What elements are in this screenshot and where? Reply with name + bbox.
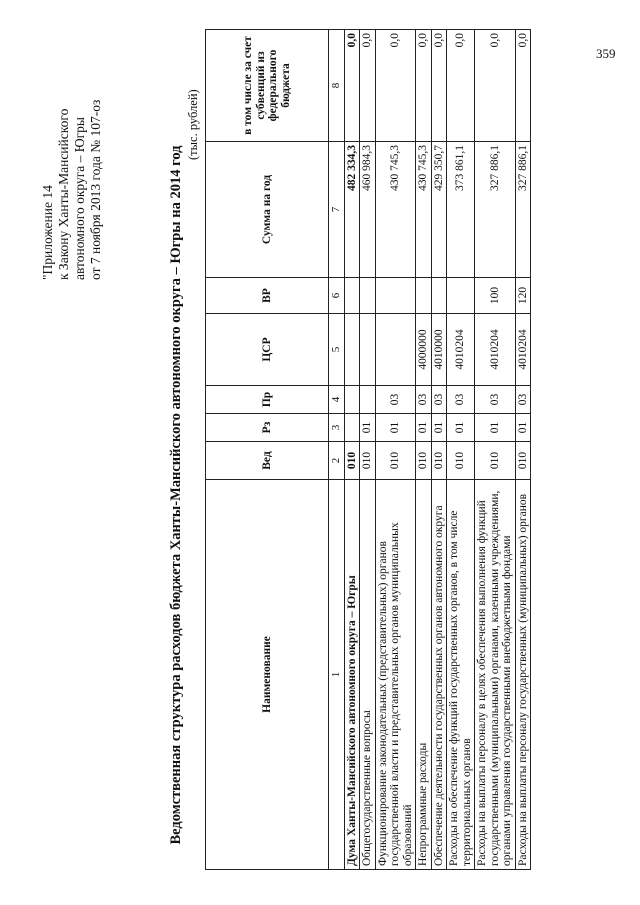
table-row	[375, 30, 416, 870]
row-vr	[360, 278, 376, 314]
units-label: (тыс. рублей)	[186, 89, 200, 160]
row-federal: 0,0	[360, 30, 376, 142]
row-pr: 03	[375, 386, 416, 414]
col-header-name: Наименование	[206, 480, 329, 870]
row-ved: 010	[447, 442, 475, 480]
row-vr	[375, 278, 416, 314]
header-row	[206, 30, 329, 870]
col-header-pr: Пр	[206, 386, 329, 414]
column-number: 5	[329, 314, 345, 386]
column-number: 6	[329, 278, 345, 314]
row-ved: 010	[431, 442, 447, 480]
row-pr	[360, 386, 376, 414]
col-header-vr: ВР	[206, 278, 329, 314]
row-ved: 010	[375, 442, 416, 480]
row-csr	[360, 314, 376, 386]
col-header-rz: Рз	[206, 414, 329, 442]
column-number-row	[329, 30, 345, 870]
row-rz	[344, 414, 360, 442]
col-header-csr: ЦСР	[206, 314, 329, 386]
row-sum: 327 886,1	[475, 142, 516, 278]
column-number: 3	[329, 414, 345, 442]
row-pr	[344, 386, 360, 414]
row-pr: 03	[475, 386, 516, 414]
budget-table	[205, 29, 531, 870]
row-federal: 0,0	[344, 30, 360, 142]
table-row	[475, 30, 516, 870]
row-csr	[375, 314, 416, 386]
row-vr	[344, 278, 360, 314]
row-csr: 4010204	[447, 314, 475, 386]
table-row	[344, 30, 360, 870]
row-vr: 100	[475, 278, 516, 314]
row-sum: 482 334,3	[344, 142, 360, 278]
appendix-note	[40, 20, 104, 280]
row-ved: 010	[515, 442, 531, 480]
row-name: Расходы на обеспечение функций государственных органов, в том числе территориальных органов	[447, 480, 475, 870]
row-sum: 373 861,1	[447, 142, 475, 278]
column-number: 4	[329, 386, 345, 414]
document-title: Ведомственная структура расходов бюджета Ханты-Мансийского автономного округа – Югры на 2014 год	[168, 145, 184, 845]
row-sum: 430 745,3	[416, 142, 432, 278]
row-pr: 03	[515, 386, 531, 414]
row-rz: 01	[515, 414, 531, 442]
appendix-line: от 7 ноября 2013 года № 107-оз	[88, 99, 103, 280]
row-federal: 0,0	[515, 30, 531, 142]
row-csr: 4010204	[515, 314, 531, 386]
row-rz: 01	[475, 414, 516, 442]
row-name: Общегосударственные вопросы	[360, 480, 376, 870]
table-row	[416, 30, 432, 870]
row-vr	[447, 278, 475, 314]
table-row	[431, 30, 447, 870]
column-number: 1	[329, 480, 345, 870]
column-number: 7	[329, 142, 345, 278]
page-number: 359	[596, 46, 616, 61]
col-header-federal: в том числе за счет субвенций из федерального бюджета	[206, 30, 329, 142]
row-rz: 01	[431, 414, 447, 442]
column-number: 8	[329, 30, 345, 142]
col-header-ved: Вед	[206, 442, 329, 480]
row-ved: 010	[416, 442, 432, 480]
row-federal: 0,0	[375, 30, 416, 142]
row-vr	[416, 278, 432, 314]
row-name: Расходы на выплаты персоналу государственных (муниципальных) органов	[515, 480, 531, 870]
row-name: Функционирование законодательных (представительных) органов государственной власти и представительных органов муниципальных образований	[375, 480, 416, 870]
row-rz: 01	[360, 414, 376, 442]
appendix-line: к Закону Ханты-Мансийского	[56, 108, 71, 280]
row-federal: 0,0	[475, 30, 516, 142]
row-ved: 010	[475, 442, 516, 480]
appendix-line: "Приложение 14	[40, 185, 55, 280]
row-rz: 01	[447, 414, 475, 442]
row-vr: 120	[515, 278, 531, 314]
row-sum: 327 886,1	[515, 142, 531, 278]
row-name: Непрограммные расходы	[416, 480, 432, 870]
row-federal: 0,0	[416, 30, 432, 142]
row-csr: 4000000	[416, 314, 432, 386]
col-header-sum: Сумма на год	[206, 142, 329, 278]
row-vr	[431, 278, 447, 314]
table-row	[360, 30, 376, 870]
row-sum: 430 745,3	[375, 142, 416, 278]
row-sum: 460 984,3	[360, 142, 376, 278]
row-csr: 4010204	[475, 314, 516, 386]
row-pr: 03	[431, 386, 447, 414]
row-name: Расходы на выплаты персоналу в целях обеспечения выполнения функций государственными (муниципальными) органами, казенными учреждениями, органами управления государственными внебюджетными фондами	[475, 480, 516, 870]
table-row	[447, 30, 475, 870]
row-rz: 01	[416, 414, 432, 442]
row-csr	[344, 314, 360, 386]
row-csr: 4010000	[431, 314, 447, 386]
row-sum: 429 350,7	[431, 142, 447, 278]
row-rz: 01	[375, 414, 416, 442]
row-name: Обеспечение деятельности государственных органов автономного округа	[431, 480, 447, 870]
appendix-line: автономного округа – Югры	[72, 117, 87, 280]
column-number: 2	[329, 442, 345, 480]
row-name: Дума Ханты-Мансийского автономного округа – Югры	[344, 480, 360, 870]
row-federal: 0,0	[447, 30, 475, 142]
table-row	[515, 30, 531, 870]
row-ved: 010	[344, 442, 360, 480]
row-ved: 010	[360, 442, 376, 480]
row-pr: 03	[416, 386, 432, 414]
row-federal: 0,0	[431, 30, 447, 142]
row-pr: 03	[447, 386, 475, 414]
